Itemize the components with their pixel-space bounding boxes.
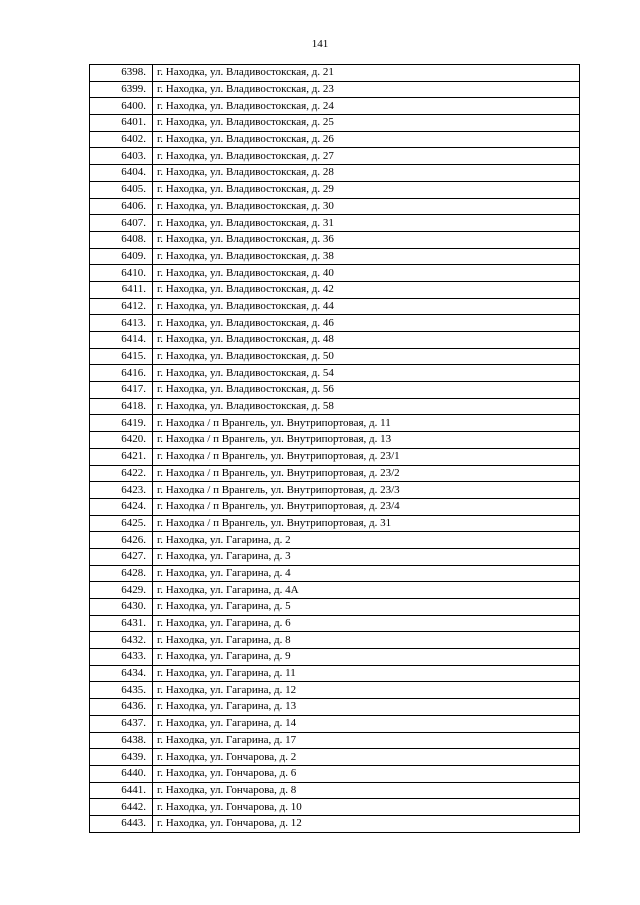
row-number: 6400. [90,98,153,115]
row-number: 6433. [90,649,153,666]
table-row [90,682,580,699]
table-row [90,565,580,582]
table-row [90,532,580,549]
row-address: г. Находка, ул. Владивостокская, д. 50 [153,348,580,365]
row-address: г. Находка, ул. Владивостокская, д. 27 [153,148,580,165]
row-number: 6431. [90,615,153,632]
row-number: 6422. [90,465,153,482]
table-row [90,498,580,515]
row-address: г. Находка, ул. Владивостокская, д. 38 [153,248,580,265]
table-row [90,432,580,449]
row-address: г. Находка, ул. Владивостокская, д. 54 [153,365,580,382]
row-number: 6403. [90,148,153,165]
table-row [90,715,580,732]
row-number: 6419. [90,415,153,432]
row-address: г. Находка, ул. Владивостокская, д. 29 [153,181,580,198]
table-row [90,115,580,132]
row-number: 6404. [90,165,153,182]
table-row [90,265,580,282]
row-address: г. Находка, ул. Владивостокская, д. 48 [153,332,580,349]
row-number: 6425. [90,515,153,532]
table-row [90,382,580,399]
row-number: 6407. [90,215,153,232]
row-number: 6402. [90,131,153,148]
row-number: 6440. [90,765,153,782]
row-address: г. Находка, ул. Владивостокская, д. 36 [153,231,580,248]
row-address: г. Находка / п Врангель, ул. Внутрипортовая, д. 13 [153,432,580,449]
row-address: г. Находка, ул. Владивостокская, д. 21 [153,65,580,82]
row-number: 6428. [90,565,153,582]
row-number: 6434. [90,665,153,682]
row-address: г. Находка / п Врангель, ул. Внутрипортовая, д. 23/4 [153,498,580,515]
table-row [90,81,580,98]
row-address: г. Находка, ул. Владивостокская, д. 25 [153,115,580,132]
row-number: 6420. [90,432,153,449]
row-number: 6405. [90,181,153,198]
row-number: 6435. [90,682,153,699]
row-number: 6439. [90,749,153,766]
table-row [90,332,580,349]
row-number: 6408. [90,231,153,248]
row-address: г. Находка, ул. Владивостокская, д. 42 [153,281,580,298]
row-address: г. Находка, ул. Гагарина, д. 4 [153,565,580,582]
row-number: 6424. [90,498,153,515]
table-row [90,298,580,315]
row-address: г. Находка, ул. Владивостокская, д. 56 [153,382,580,399]
row-address: г. Находка / п Врангель, ул. Внутрипортовая, д. 23/2 [153,465,580,482]
table-row [90,582,580,599]
table-row [90,815,580,832]
table-row [90,649,580,666]
table-row [90,398,580,415]
row-number: 6409. [90,248,153,265]
row-address: г. Находка / п Врангель, ул. Внутрипортовая, д. 23/3 [153,482,580,499]
row-address: г. Находка / п Врангель, ул. Внутрипортовая, д. 31 [153,515,580,532]
row-number: 6437. [90,715,153,732]
row-number: 6417. [90,382,153,399]
row-number: 6443. [90,815,153,832]
row-address: г. Находка, ул. Гагарина, д. 17 [153,732,580,749]
row-address: г. Находка, ул. Гончарова, д. 12 [153,815,580,832]
row-address: г. Находка, ул. Владивостокская, д. 31 [153,215,580,232]
table-row [90,348,580,365]
row-address: г. Находка, ул. Гагарина, д. 12 [153,682,580,699]
table-row [90,415,580,432]
table-row [90,599,580,616]
table-row [90,98,580,115]
row-address: г. Находка, ул. Гагарина, д. 14 [153,715,580,732]
row-number: 6413. [90,315,153,332]
row-address: г. Находка, ул. Владивостокская, д. 30 [153,198,580,215]
table-row [90,198,580,215]
table-row [90,448,580,465]
row-address: г. Находка, ул. Владивостокская, д. 58 [153,398,580,415]
address-table-body [90,65,580,833]
row-number: 6411. [90,281,153,298]
row-address: г. Находка, ул. Владивостокская, д. 26 [153,131,580,148]
table-row [90,315,580,332]
row-number: 6416. [90,365,153,382]
row-address: г. Находка, ул. Гончарова, д. 10 [153,799,580,816]
row-address: г. Находка, ул. Владивостокская, д. 46 [153,315,580,332]
table-row [90,548,580,565]
table-row [90,765,580,782]
row-number: 6406. [90,198,153,215]
row-address: г. Находка, ул. Владивостокская, д. 24 [153,98,580,115]
row-address: г. Находка / п Врангель, ул. Внутрипортовая, д. 23/1 [153,448,580,465]
table-row [90,515,580,532]
row-address: г. Находка, ул. Гончарова, д. 2 [153,749,580,766]
row-number: 6430. [90,599,153,616]
row-address: г. Находка, ул. Владивостокская, д. 44 [153,298,580,315]
row-number: 6436. [90,699,153,716]
table-row [90,165,580,182]
table-row [90,248,580,265]
row-number: 6423. [90,482,153,499]
row-address: г. Находка, ул. Владивостокская, д. 40 [153,265,580,282]
table-row [90,365,580,382]
page-number: 141 [311,38,329,50]
table-row [90,131,580,148]
row-address: г. Находка / п Врангель, ул. Внутрипортовая, д. 11 [153,415,580,432]
row-address: г. Находка, ул. Владивостокская, д. 28 [153,165,580,182]
row-address: г. Находка, ул. Гагарина, д. 3 [153,548,580,565]
row-number: 6442. [90,799,153,816]
table-row [90,732,580,749]
row-address: г. Находка, ул. Гагарина, д. 4А [153,582,580,599]
row-number: 6401. [90,115,153,132]
row-number: 6414. [90,332,153,349]
table-row [90,482,580,499]
table-row [90,615,580,632]
row-number: 6415. [90,348,153,365]
table-row [90,665,580,682]
table-row [90,181,580,198]
row-address: г. Находка, ул. Гагарина, д. 11 [153,665,580,682]
row-number: 6432. [90,632,153,649]
row-address: г. Находка, ул. Гончарова, д. 8 [153,782,580,799]
row-address: г. Находка, ул. Гагарина, д. 13 [153,699,580,716]
table-row [90,281,580,298]
table-row [90,465,580,482]
row-number: 6412. [90,298,153,315]
table-row [90,749,580,766]
table-row [90,782,580,799]
row-number: 6398. [90,65,153,82]
table-row [90,65,580,82]
row-address: г. Находка, ул. Гончарова, д. 6 [153,765,580,782]
row-address: г. Находка, ул. Владивостокская, д. 23 [153,81,580,98]
row-number: 6438. [90,732,153,749]
row-number: 6418. [90,398,153,415]
table-row [90,231,580,248]
row-number: 6426. [90,532,153,549]
row-number: 6410. [90,265,153,282]
table-row [90,215,580,232]
row-number: 6441. [90,782,153,799]
table-row [90,148,580,165]
address-table [89,64,580,833]
row-address: г. Находка, ул. Гагарина, д. 2 [153,532,580,549]
row-number: 6427. [90,548,153,565]
row-address: г. Находка, ул. Гагарина, д. 5 [153,599,580,616]
row-number: 6421. [90,448,153,465]
row-address: г. Находка, ул. Гагарина, д. 9 [153,649,580,666]
row-address: г. Находка, ул. Гагарина, д. 8 [153,632,580,649]
row-address: г. Находка, ул. Гагарина, д. 6 [153,615,580,632]
row-number: 6429. [90,582,153,599]
table-row [90,699,580,716]
table-row [90,632,580,649]
table-row [90,799,580,816]
row-number: 6399. [90,81,153,98]
